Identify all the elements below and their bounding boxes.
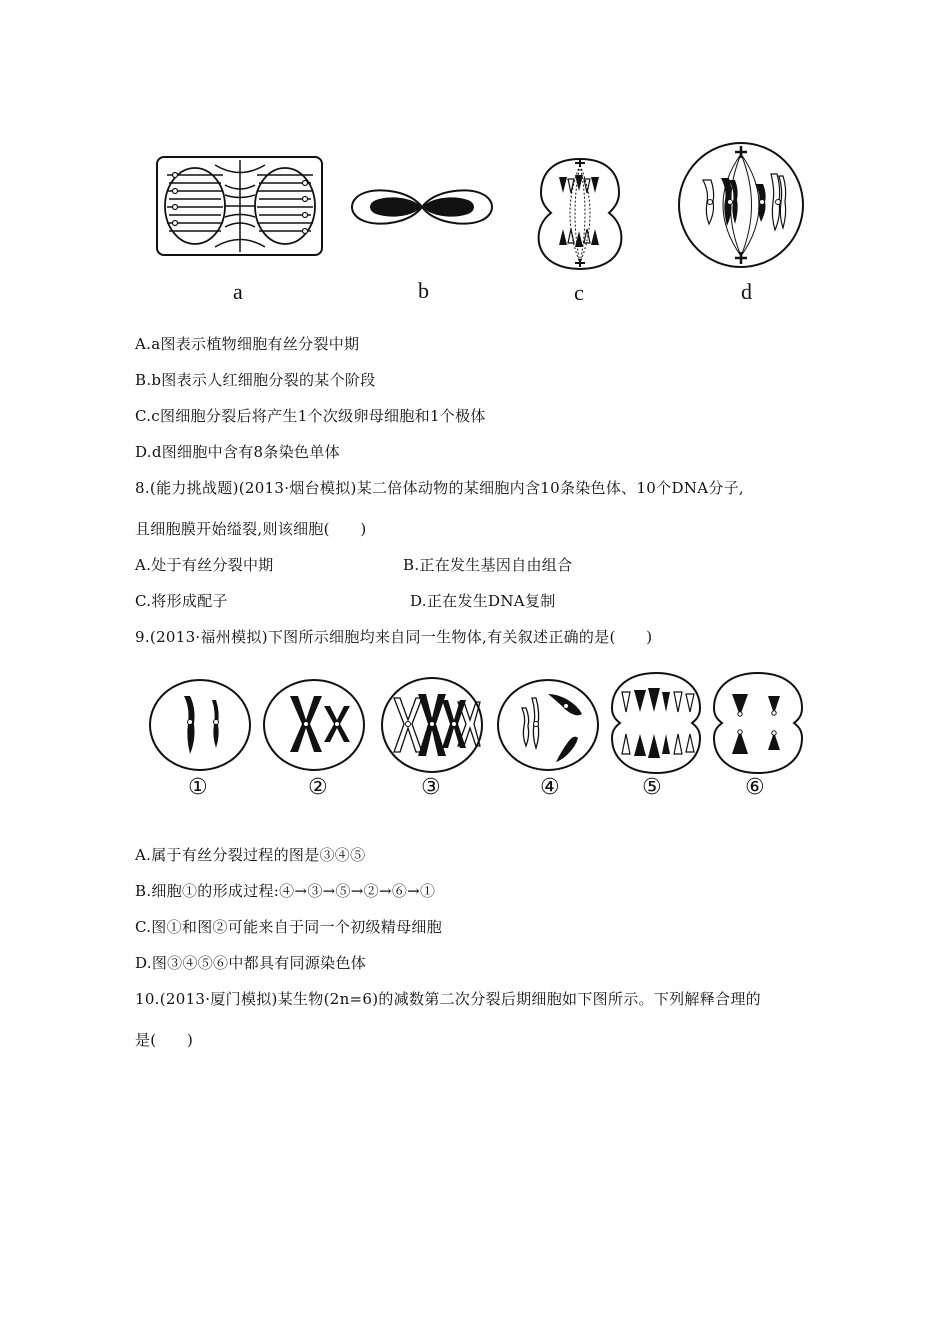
figure-label-c: c <box>574 280 584 305</box>
q9-option-a: A.属于有丝分裂过程的图是③④⑤ <box>135 846 366 864</box>
q9-stem: 9.(2013·福州模拟)下图所示细胞均来自同一生物体,有关叙述正确的是( ) <box>135 628 653 646</box>
q10-stem-line2: 是( ) <box>135 1031 194 1049</box>
figure-label-d: d <box>741 279 752 304</box>
q8-option-d: D.正在发生DNA复制 <box>410 592 556 610</box>
figure-label-a: a <box>233 279 243 304</box>
q8-stem-line2: 且细胞膜开始缢裂,则该细胞( ) <box>135 520 367 538</box>
q8-option-c: C.将形成配子 <box>135 592 228 610</box>
q9-figure-label-6: ⑥ <box>745 775 765 800</box>
q9-figure-cell-2 <box>262 678 366 772</box>
q9-figure-label-4: ④ <box>540 775 560 800</box>
q9-figure-label-1: ① <box>188 775 208 800</box>
q9-figure-cell-1 <box>148 678 252 772</box>
q9-option-d: D.图③④⑤⑥中都具有同源染色体 <box>135 954 367 972</box>
q9-figure-cell-5 <box>608 670 704 776</box>
figure-cell-c <box>535 155 625 273</box>
q9-figure-cell-3 <box>380 676 484 774</box>
q9-option-b: B.细胞①的形成过程:④→③→⑤→②→⑥→① <box>135 882 436 900</box>
q10-stem-line1: 10.(2013·厦门模拟)某生物(2n=6)的减数第二次分裂后期细胞如下图所示。下列解释合理的 <box>135 990 761 1008</box>
q9-figure-cell-4 <box>496 678 600 772</box>
figure-cell-d <box>675 140 807 270</box>
q7-option-b: B.b图表示人红细胞分裂的某个阶段 <box>135 371 376 389</box>
q9-option-c: C.图①和图②可能来自于同一个初级精母细胞 <box>135 918 443 936</box>
q9-figure-label-2: ② <box>308 775 328 800</box>
q7-option-d: D.d图细胞中含有8条染色单体 <box>135 443 340 461</box>
q9-figure-label-3: ③ <box>421 775 441 800</box>
q9-figure-cell-6 <box>710 670 806 776</box>
q8-option-a: A.处于有丝分裂中期 <box>135 556 274 574</box>
q7-option-c: C.c图细胞分裂后将产生1个次级卵母细胞和1个极体 <box>135 407 486 425</box>
figure-label-b: b <box>418 278 429 303</box>
q7-option-a: A.a图表示植物细胞有丝分裂中期 <box>135 335 360 353</box>
figure-cell-a <box>155 155 325 260</box>
figure-cell-b <box>350 185 495 230</box>
q9-figure-label-5: ⑤ <box>642 775 662 800</box>
q8-stem-line1: 8.(能力挑战题)(2013·烟台模拟)某二倍体动物的某细胞内含10条染色体、10个DNA分子, <box>135 479 744 497</box>
q8-option-b: B.正在发生基因自由组合 <box>403 556 573 574</box>
